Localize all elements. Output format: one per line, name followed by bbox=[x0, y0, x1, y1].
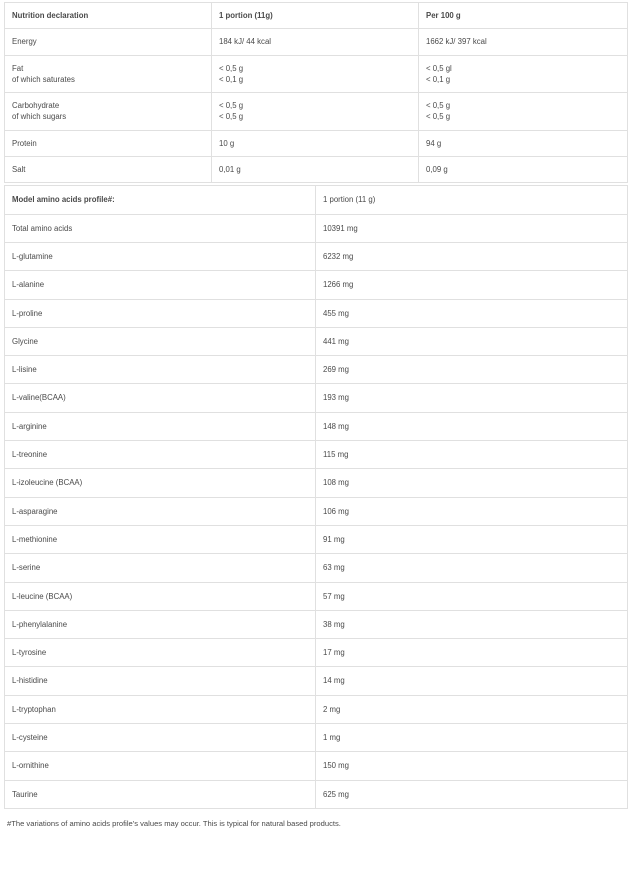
table-row bbox=[5, 610, 628, 638]
amino-row-value: 2 mg bbox=[316, 695, 628, 723]
table-row bbox=[5, 130, 628, 156]
nutrition-row-portion bbox=[212, 157, 419, 183]
amino-row-label: L-tryptophan bbox=[5, 695, 316, 723]
amino-row-label: L-tyrosine bbox=[5, 639, 316, 667]
amino-row-value: 17 mg bbox=[316, 639, 628, 667]
amino-row-label: L-proline bbox=[5, 299, 316, 327]
amino-row-label: L-histidine bbox=[5, 667, 316, 695]
amino-row-label: L-valine(BCAA) bbox=[5, 384, 316, 412]
amino-row-value: 108 mg bbox=[316, 469, 628, 497]
nutrition-row-portion bbox=[212, 93, 419, 131]
amino-row-label: L-izoleucine (BCAA) bbox=[5, 469, 316, 497]
nutrition-row-per100-main: < 0,5 gl bbox=[426, 63, 452, 73]
nutrition-row-portion-main: < 0,5 g bbox=[219, 101, 244, 111]
nutrition-row-portion-main: 10 g bbox=[219, 138, 235, 148]
amino-header-label: Model amino acids profile#: bbox=[5, 186, 316, 214]
amino-header-portion: 1 portion (11 g) bbox=[316, 186, 628, 214]
nutrition-row-label-main: Salt bbox=[12, 165, 26, 175]
amino-row-value: 6232 mg bbox=[316, 242, 628, 270]
nutrition-row-portion-main: < 0,5 g bbox=[219, 63, 244, 73]
nutrition-row-portion-sub: < 0,1 g bbox=[219, 74, 244, 84]
amino-row-value: 1 mg bbox=[316, 724, 628, 752]
table-row bbox=[5, 441, 628, 469]
nutrition-row-per100 bbox=[419, 29, 628, 55]
amino-row-value: 57 mg bbox=[316, 582, 628, 610]
nutrition-row-per100-main: 1662 kJ/ 397 kcal bbox=[426, 37, 487, 47]
table-row bbox=[5, 780, 628, 808]
amino-row-label: L-methionine bbox=[5, 525, 316, 553]
nutrition-row-portion bbox=[212, 55, 419, 93]
amino-row-value: 115 mg bbox=[316, 441, 628, 469]
nutrition-row-label-sub: of which sugars bbox=[12, 112, 67, 122]
table-row bbox=[5, 582, 628, 610]
amino-row-value: 38 mg bbox=[316, 610, 628, 638]
nutrition-row-portion-main: 184 kJ/ 44 kcal bbox=[219, 37, 272, 47]
amino-row-label: L-asparagine bbox=[5, 497, 316, 525]
nutrition-row-per100-main: 94 g bbox=[426, 138, 442, 148]
table-header-row bbox=[5, 186, 628, 214]
table-row bbox=[5, 327, 628, 355]
nutrition-row-label-main: Protein bbox=[12, 138, 37, 148]
table-row bbox=[5, 525, 628, 553]
nutrition-row-portion-main: 0,01 g bbox=[219, 165, 241, 175]
table-row bbox=[5, 695, 628, 723]
amino-row-label: L-treonine bbox=[5, 441, 316, 469]
nutrition-row-label bbox=[5, 55, 212, 93]
nutrition-row-per100-main: 0,09 g bbox=[426, 165, 448, 175]
amino-row-label: L-cysteine bbox=[5, 724, 316, 752]
table-row bbox=[5, 55, 628, 93]
nutrition-row-label bbox=[5, 130, 212, 156]
table-row bbox=[5, 157, 628, 183]
amino-row-value: 1266 mg bbox=[316, 271, 628, 299]
amino-row-label: L-leucine (BCAA) bbox=[5, 582, 316, 610]
nutrition-row-per100-sub: < 0,1 g bbox=[426, 74, 451, 84]
nutrition-row-label bbox=[5, 29, 212, 55]
nutrition-row-label bbox=[5, 157, 212, 183]
footnote: #The variations of amino acids profile's values may occur. This is typical for natural based products. bbox=[7, 818, 341, 828]
nutrition-row-label-main: Fat bbox=[12, 63, 24, 73]
amino-row-value: 106 mg bbox=[316, 497, 628, 525]
nutrition-header-label: Nutrition declaration bbox=[5, 3, 212, 29]
table-row bbox=[5, 497, 628, 525]
amino-acid-profile-table bbox=[4, 185, 628, 809]
table-row bbox=[5, 214, 628, 242]
nutrition-row-label-main: Carbohydrate bbox=[12, 101, 60, 111]
amino-row-label: Taurine bbox=[5, 780, 316, 808]
amino-row-label: L-arginine bbox=[5, 412, 316, 440]
amino-row-label: Total amino acids bbox=[5, 214, 316, 242]
nutrition-row-per100 bbox=[419, 93, 628, 131]
amino-row-value: 14 mg bbox=[316, 667, 628, 695]
nutrition-row-portion-sub: < 0,5 g bbox=[219, 112, 244, 122]
amino-row-value: 455 mg bbox=[316, 299, 628, 327]
amino-row-value: 625 mg bbox=[316, 780, 628, 808]
nutrition-row-per100-main: < 0,5 g bbox=[426, 101, 451, 111]
table-row bbox=[5, 242, 628, 270]
table-row bbox=[5, 356, 628, 384]
amino-row-value: 63 mg bbox=[316, 554, 628, 582]
amino-row-label: L-ornithine bbox=[5, 752, 316, 780]
amino-row-label: L-lisine bbox=[5, 356, 316, 384]
amino-row-label: L-phenylalanine bbox=[5, 610, 316, 638]
table-row bbox=[5, 271, 628, 299]
nutrition-header-portion: 1 portion (11g) bbox=[212, 3, 419, 29]
amino-row-value: 193 mg bbox=[316, 384, 628, 412]
nutrition-row-label-main: Energy bbox=[12, 37, 37, 47]
table-row bbox=[5, 384, 628, 412]
nutrition-row-portion bbox=[212, 29, 419, 55]
table-row bbox=[5, 93, 628, 131]
table-row bbox=[5, 667, 628, 695]
amino-row-value: 148 mg bbox=[316, 412, 628, 440]
table-row bbox=[5, 554, 628, 582]
table-row bbox=[5, 299, 628, 327]
nutrition-row-per100 bbox=[419, 55, 628, 93]
nutrition-row-per100 bbox=[419, 157, 628, 183]
nutrition-row-label-sub: of which saturates bbox=[12, 74, 75, 84]
table-row bbox=[5, 412, 628, 440]
amino-row-value: 441 mg bbox=[316, 327, 628, 355]
amino-row-label: Glycine bbox=[5, 327, 316, 355]
amino-row-value: 91 mg bbox=[316, 525, 628, 553]
table-row bbox=[5, 724, 628, 752]
table-header-row bbox=[5, 3, 628, 29]
table-row bbox=[5, 639, 628, 667]
amino-row-label: L-glutamine bbox=[5, 242, 316, 270]
nutrition-row-per100-sub: < 0,5 g bbox=[426, 112, 451, 122]
nutrition-row-label bbox=[5, 93, 212, 131]
amino-row-label: L-alanine bbox=[5, 271, 316, 299]
amino-row-value: 10391 mg bbox=[316, 214, 628, 242]
amino-row-label: L-serine bbox=[5, 554, 316, 582]
table-row bbox=[5, 469, 628, 497]
nutrition-header-per100: Per 100 g bbox=[419, 3, 628, 29]
table-row bbox=[5, 29, 628, 55]
nutrition-row-per100 bbox=[419, 130, 628, 156]
nutrition-row-portion bbox=[212, 130, 419, 156]
nutrition-declaration-table bbox=[4, 2, 628, 183]
table-row bbox=[5, 752, 628, 780]
amino-row-value: 150 mg bbox=[316, 752, 628, 780]
amino-row-value: 269 mg bbox=[316, 356, 628, 384]
